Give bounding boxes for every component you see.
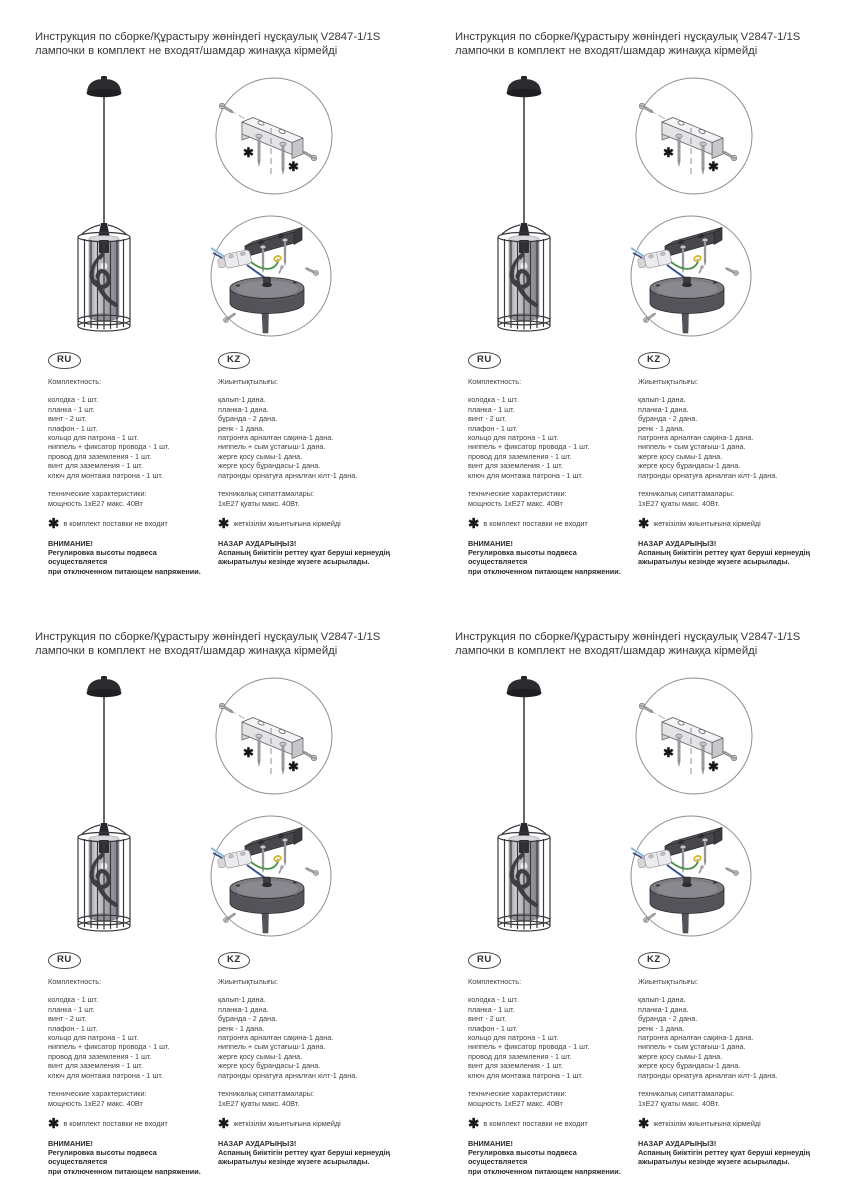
kz-kit-item: планка-1 дана. — [218, 1004, 269, 1014]
kz-kit-item: ниппель + сым ұстағыш-1 дана. — [218, 442, 326, 452]
ru-warning-title: ВНИМАНИЕ! — [468, 1138, 513, 1148]
kz-spec-value: 1хЕ27 қуаты макс. 40Вт. — [638, 498, 720, 508]
pendant-lamp-figure — [498, 676, 550, 931]
ru-badge: RU — [468, 352, 501, 369]
kz-kit-item: жерге қосу сымы-1 дана. — [638, 451, 723, 461]
kz-kit-list — [218, 395, 416, 480]
ru-warning-line: Регулировка высоты подвеса осуществляется — [468, 1148, 577, 1167]
ru-kit-item: ниппель + фиксатор провода - 1 шт. — [468, 1042, 590, 1052]
ru-spec — [468, 489, 636, 508]
ru-kit-item: ключ для монтажа патрона - 1 шт. — [48, 470, 163, 480]
ru-kit-item: винт - 2 шт. — [468, 1014, 507, 1024]
ru-warning — [468, 539, 636, 577]
ru-kit-heading: Комплектность: — [468, 976, 522, 986]
kz-kit-item: қалып-1 дана. — [218, 995, 266, 1005]
title-line-2: лампочки в комплект не входят/шамдар жинаққа кірмейді — [35, 44, 338, 57]
asterisk-symbol: ✱ — [288, 759, 299, 774]
bracket-mounting-figure — [216, 678, 332, 794]
kz-spec — [638, 1089, 836, 1108]
kz-kit-item: жерге қосу сымы-1 дана. — [638, 1051, 723, 1061]
bracket-mounting-figure — [636, 678, 752, 794]
ru-kit-item: кольцо для патрона - 1 шт. — [468, 1032, 559, 1042]
ru-kit-item: ниппель + фиксатор провода - 1 шт. — [48, 1042, 170, 1052]
kz-kit-item: бұранда - 2 дана. — [218, 1014, 278, 1024]
ru-note-text: в комплект поставки не входит — [483, 1119, 588, 1129]
asterisk-symbol: ✱ — [638, 1116, 650, 1132]
ru-kit-item: провод для заземления - 1 шт. — [468, 451, 572, 461]
kz-kit-heading: Жиынтықтылығы: — [638, 376, 698, 386]
ru-warning-line: при отключенном питающем напряжении. — [468, 566, 621, 576]
ru-kit-heading: Комплектность: — [468, 376, 522, 386]
ru-kit-item: винт - 2 шт. — [468, 414, 507, 424]
title-line-1: Инструкция по сборке/Құрастыру жөніндегі нұсқаулық V2847-1/1S — [35, 31, 381, 43]
kz-badge: KZ — [218, 952, 250, 969]
ru-note — [48, 1117, 216, 1131]
ru-kit-item: планка - 1 шт. — [48, 404, 95, 414]
asterisk-symbol: ✱ — [708, 759, 719, 774]
panel-title — [455, 631, 800, 658]
ru-warning-title: ВНИМАНИЕ! — [48, 538, 93, 548]
kz-note — [638, 517, 836, 531]
asterisk-symbol: ✱ — [468, 516, 480, 532]
kz-kit-list — [638, 395, 836, 480]
ru-kit-item: колодка - 1 шт. — [48, 395, 99, 405]
kz-kit-list — [638, 995, 836, 1080]
ru-warning-line: при отключенном питающем напряжении. — [48, 1166, 201, 1176]
ru-kit-list — [468, 995, 636, 1080]
ru-kit-heading: Комплектность: — [48, 976, 102, 986]
kz-kit-item: қалып-1 дана. — [638, 395, 686, 405]
kz-column — [218, 352, 416, 567]
kz-kit-item: ренк - 1 дана. — [638, 1023, 685, 1033]
ru-column — [48, 952, 216, 1176]
kz-kit-item: планка-1 дана. — [638, 1004, 689, 1014]
kz-kit-item: ниппель + сым ұстағыш-1 дана. — [218, 1042, 326, 1052]
kz-kit-item: планка-1 дана. — [218, 404, 269, 414]
kz-note — [638, 1117, 836, 1131]
ru-column — [468, 352, 636, 576]
kz-column — [638, 352, 836, 567]
canopy-wiring-figure — [211, 816, 331, 936]
panel-title — [35, 631, 380, 658]
cord-stub — [262, 312, 269, 333]
kz-kit-item: қалып-1 дана. — [638, 995, 686, 1005]
canopy-wiring-figure — [211, 216, 331, 336]
ru-spec-heading: технические характеристики: — [48, 489, 147, 499]
kz-kit-item: жерге қосу бұрандасы-1 дана. — [218, 461, 321, 471]
asterisk-symbol: ✱ — [708, 159, 719, 174]
title-line-2: лампочки в комплект не входят/шамдар жинаққа кірмейді — [455, 644, 758, 657]
ru-kit-item: плафон - 1 шт. — [48, 1023, 98, 1033]
ru-spec — [48, 1089, 216, 1108]
instruction-panel — [450, 26, 842, 594]
kz-warning-line: Аспаның биіктігін реттеу қуат беруші кернеудің — [638, 548, 811, 558]
canopy-wiring-figure — [631, 216, 751, 336]
kz-kit-item: ренк - 1 дана. — [638, 423, 685, 433]
panel-title — [35, 31, 380, 58]
kz-warning-line: ажыратылуы кезінде жүзеге асырылады. — [218, 1157, 370, 1167]
ru-kit-item: колодка - 1 шт. — [468, 995, 519, 1005]
kz-kit-item: ренк - 1 дана. — [218, 1023, 265, 1033]
canopy-cup — [230, 277, 304, 314]
kz-kit-item: қалып-1 дана. — [218, 395, 266, 405]
kz-warning-line: Аспаның биіктігін реттеу қуат беруші кернеудің — [218, 548, 391, 558]
ru-warning-line: Регулировка высоты подвеса осуществляется — [468, 548, 577, 567]
kz-warning-title: НАЗАР АУДАРЫҢЫЗ! — [218, 1138, 297, 1148]
kz-note-text: жеткізілім жиынтығына кірмейді — [233, 519, 341, 529]
kz-warning-line: ажыратылуы кезінде жүзеге асырылады. — [638, 1157, 790, 1167]
ru-warning — [468, 1139, 636, 1177]
kz-spec-value: 1хЕ27 қуаты макс. 40Вт. — [218, 1098, 300, 1108]
kz-note-text: жеткізілім жиынтығына кірмейді — [653, 519, 761, 529]
ru-kit-item: планка - 1 шт. — [48, 1004, 95, 1014]
canopy-cup — [230, 877, 304, 914]
kz-kit-item: патронға арналған сақина-1 дана. — [638, 1032, 754, 1042]
kz-kit-item: жерге қосу сымы-1 дана. — [218, 1051, 303, 1061]
kz-column — [638, 952, 836, 1167]
ru-warning-line: Регулировка высоты подвеса осуществляется — [48, 1148, 157, 1167]
kz-warning — [218, 539, 416, 567]
ru-warning-title: ВНИМАНИЕ! — [48, 1138, 93, 1148]
ru-kit-item: винт для заземления - 1 шт. — [468, 461, 563, 471]
kz-kit-item: жерге қосу сымы-1 дана. — [218, 451, 303, 461]
ru-kit-item: колодка - 1 шт. — [468, 395, 519, 405]
asterisk-symbol: ✱ — [663, 145, 674, 160]
kz-warning-line: Аспаның биіктігін реттеу қуат беруші кернеудің — [638, 1148, 811, 1158]
ru-spec-heading: технические характеристики: — [48, 1089, 147, 1099]
ru-badge: RU — [48, 952, 81, 969]
kz-kit-item: патронға арналған сақина-1 дана. — [218, 1032, 334, 1042]
kz-kit-item: ниппель + сым ұстағыш-1 дана. — [638, 1042, 746, 1052]
asterisk-symbol: ✱ — [48, 516, 60, 532]
pendant-lamp-figure — [78, 76, 130, 331]
kz-warning — [638, 539, 836, 567]
ru-kit-item: винт - 2 шт. — [48, 1014, 87, 1024]
bracket-mounting-figure — [216, 78, 332, 194]
kz-spec-heading: техникалық сипаттамалары: — [218, 489, 314, 499]
ru-column — [468, 952, 636, 1176]
kz-badge: KZ — [638, 352, 670, 369]
cord-stub — [682, 912, 689, 933]
kz-badge: KZ — [218, 352, 250, 369]
ru-kit-item: планка - 1 шт. — [468, 404, 515, 414]
ru-kit-item: кольцо для патрона - 1 шт. — [468, 432, 559, 442]
kz-kit-list — [218, 995, 416, 1080]
ru-kit-item: плафон - 1 шт. — [468, 423, 518, 433]
ru-note — [468, 1117, 636, 1131]
ru-kit-item: винт для заземления - 1 шт. — [468, 1061, 563, 1071]
kz-kit-item: планка-1 дана. — [638, 404, 689, 414]
ru-warning-line: при отключенном питающем напряжении. — [48, 566, 201, 576]
asterisk-symbol: ✱ — [243, 745, 254, 760]
ru-spec-value: мощность 1хЕ27 макс. 40Вт — [48, 498, 143, 508]
kz-kit-item: ниппель + сым ұстағыш-1 дана. — [638, 442, 746, 452]
pendant-lamp-figure — [498, 76, 550, 331]
ru-kit-item: ключ для монтажа патрона - 1 шт. — [468, 470, 583, 480]
kz-spec — [218, 1089, 416, 1108]
title-line-2: лампочки в комплект не входят/шамдар жинаққа кірмейді — [35, 644, 338, 657]
ru-kit-item: провод для заземления - 1 шт. — [48, 451, 152, 461]
ru-kit-item: ключ для монтажа патрона - 1 шт. — [468, 1070, 583, 1080]
title-line-1: Инструкция по сборке/Құрастыру жөніндегі нұсқаулық V2847-1/1S — [35, 631, 381, 643]
asterisk-symbol: ✱ — [48, 1116, 60, 1132]
pendant-lamp-figure — [78, 676, 130, 931]
ru-kit-item: провод для заземления - 1 шт. — [48, 1051, 152, 1061]
kz-kit-item: патронға арналған сақина-1 дана. — [218, 432, 334, 442]
ru-warning — [48, 539, 216, 577]
kz-kit-item: ренк - 1 дана. — [218, 423, 265, 433]
kz-warning-title: НАЗАР АУДАРЫҢЫЗ! — [638, 1138, 717, 1148]
kz-kit-item: жерге қосу бұрандасы-1 дана. — [638, 461, 741, 471]
canopy-cup — [650, 277, 724, 314]
kz-spec-value: 1хЕ27 қуаты макс. 40Вт. — [638, 1098, 720, 1108]
kz-kit-heading: Жиынтықтылығы: — [638, 976, 698, 986]
kz-note-text: жеткізілім жиынтығына кірмейді — [233, 1119, 341, 1129]
asterisk-symbol: ✱ — [468, 1116, 480, 1132]
ru-kit-item: планка - 1 шт. — [468, 1004, 515, 1014]
ru-spec-value: мощность 1хЕ27 макс. 40Вт — [468, 498, 563, 508]
ru-note — [48, 517, 216, 531]
kz-kit-item: бұранда - 2 дана. — [218, 414, 278, 424]
ru-kit-list — [48, 395, 216, 480]
kz-warning-line: ажыратылуы кезінде жүзеге асырылады. — [218, 557, 370, 567]
title-line-1: Инструкция по сборке/Құрастыру жөніндегі нұсқаулық V2847-1/1S — [455, 31, 801, 43]
ru-kit-item: винт для заземления - 1 шт. — [48, 1061, 143, 1071]
ru-note — [468, 517, 636, 531]
kz-kit-item: жерге қосу бұрандасы-1 дана. — [638, 1061, 741, 1071]
ru-spec-value: мощность 1хЕ27 макс. 40Вт — [468, 1098, 563, 1108]
ru-kit-list — [48, 995, 216, 1080]
kz-kit-heading: Жиынтықтылығы: — [218, 376, 278, 386]
kz-kit-item: жерге қосу бұрандасы-1 дана. — [218, 1061, 321, 1071]
kz-note — [218, 1117, 416, 1131]
ru-spec — [48, 489, 216, 508]
canopy-wiring-figure — [631, 816, 751, 936]
ru-spec-heading: технические характеристики: — [468, 1089, 567, 1099]
kz-warning — [218, 1139, 416, 1167]
title-line-1: Инструкция по сборке/Құрастыру жөніндегі нұсқаулық V2847-1/1S — [455, 631, 801, 643]
ru-kit-item: ниппель + фиксатор провода - 1 шт. — [48, 442, 170, 452]
ru-warning-line: при отключенном питающем напряжении. — [468, 1166, 621, 1176]
kz-kit-item: бұранда - 2 дана. — [638, 414, 698, 424]
asterisk-symbol: ✱ — [663, 745, 674, 760]
kz-note — [218, 517, 416, 531]
ru-warning — [48, 1139, 216, 1177]
ru-badge: RU — [468, 952, 501, 969]
ru-kit-item: ключ для монтажа патрона - 1 шт. — [48, 1070, 163, 1080]
ru-kit-item: кольцо для патрона - 1 шт. — [48, 1032, 139, 1042]
assembly-figures — [450, 676, 840, 946]
kz-spec-heading: техникалық сипаттамалары: — [638, 489, 734, 499]
kz-warning-title: НАЗАР АУДАРЫҢЫЗ! — [218, 538, 297, 548]
instruction-panel — [30, 626, 422, 1194]
kz-kit-item: патронды орнатуға арналған кілт-1 дана. — [218, 470, 358, 480]
ru-kit-item: винт для заземления - 1 шт. — [48, 461, 143, 471]
ru-kit-item: ниппель + фиксатор провода - 1 шт. — [468, 442, 590, 452]
ru-column — [48, 352, 216, 576]
ru-note-text: в комплект поставки не входит — [63, 1119, 168, 1129]
kz-kit-heading: Жиынтықтылығы: — [218, 976, 278, 986]
ru-warning-line: Регулировка высоты подвеса осуществляется — [48, 548, 157, 567]
ru-spec — [468, 1089, 636, 1108]
kz-kit-item: патронға арналған сақина-1 дана. — [638, 432, 754, 442]
kz-spec — [218, 489, 416, 508]
ru-kit-item: колодка - 1 шт. — [48, 995, 99, 1005]
ru-note-text: в комплект поставки не входит — [63, 519, 168, 529]
kz-note-text: жеткізілім жиынтығына кірмейді — [653, 1119, 761, 1129]
ru-kit-list — [468, 395, 636, 480]
ru-kit-item: провод для заземления - 1 шт. — [468, 1051, 572, 1061]
ru-spec-value: мощность 1хЕ27 макс. 40Вт — [48, 1098, 143, 1108]
asterisk-symbol: ✱ — [638, 516, 650, 532]
cord-stub — [262, 912, 269, 933]
ru-spec-heading: технические характеристики: — [468, 489, 567, 499]
panel-title — [455, 31, 800, 58]
asterisk-symbol: ✱ — [218, 1116, 230, 1132]
ru-kit-item: винт - 2 шт. — [48, 414, 87, 424]
kz-spec — [638, 489, 836, 508]
instruction-panel — [30, 26, 422, 594]
cord-stub — [682, 312, 689, 333]
assembly-figures — [450, 76, 840, 346]
kz-spec-heading: техникалық сипаттамалары: — [218, 1089, 314, 1099]
asterisk-symbol: ✱ — [218, 516, 230, 532]
assembly-figures — [30, 76, 420, 346]
ru-note-text: в комплект поставки не входит — [483, 519, 588, 529]
kz-spec-heading: техникалық сипаттамалары: — [638, 1089, 734, 1099]
kz-spec-value: 1хЕ27 қуаты макс. 40Вт. — [218, 498, 300, 508]
ru-warning-title: ВНИМАНИЕ! — [468, 538, 513, 548]
ru-kit-heading: Комплектность: — [48, 376, 102, 386]
ru-kit-item: плафон - 1 шт. — [48, 423, 98, 433]
ru-kit-item: кольцо для патрона - 1 шт. — [48, 432, 139, 442]
kz-column — [218, 952, 416, 1167]
kz-warning-title: НАЗАР АУДАРЫҢЫЗ! — [638, 538, 717, 548]
kz-kit-item: патронды орнатуға арналған кілт-1 дана. — [638, 470, 778, 480]
kz-warning-line: ажыратылуы кезінде жүзеге асырылады. — [638, 557, 790, 567]
asterisk-symbol: ✱ — [288, 159, 299, 174]
asterisk-symbol: ✱ — [243, 145, 254, 160]
kz-kit-item: патронды орнатуға арналған кілт-1 дана. — [638, 1070, 778, 1080]
kz-kit-item: патронды орнатуға арналған кілт-1 дана. — [218, 1070, 358, 1080]
ru-kit-item: плафон - 1 шт. — [468, 1023, 518, 1033]
instruction-panel — [450, 626, 842, 1194]
kz-kit-item: бұранда - 2 дана. — [638, 1014, 698, 1024]
assembly-figures — [30, 676, 420, 946]
ru-badge: RU — [48, 352, 81, 369]
kz-warning-line: Аспаның биіктігін реттеу қуат беруші кернеудің — [218, 1148, 391, 1158]
title-line-2: лампочки в комплект не входят/шамдар жинаққа кірмейді — [455, 44, 758, 57]
bracket-mounting-figure — [636, 78, 752, 194]
canopy-cup — [650, 877, 724, 914]
kz-warning — [638, 1139, 836, 1167]
kz-badge: KZ — [638, 952, 670, 969]
